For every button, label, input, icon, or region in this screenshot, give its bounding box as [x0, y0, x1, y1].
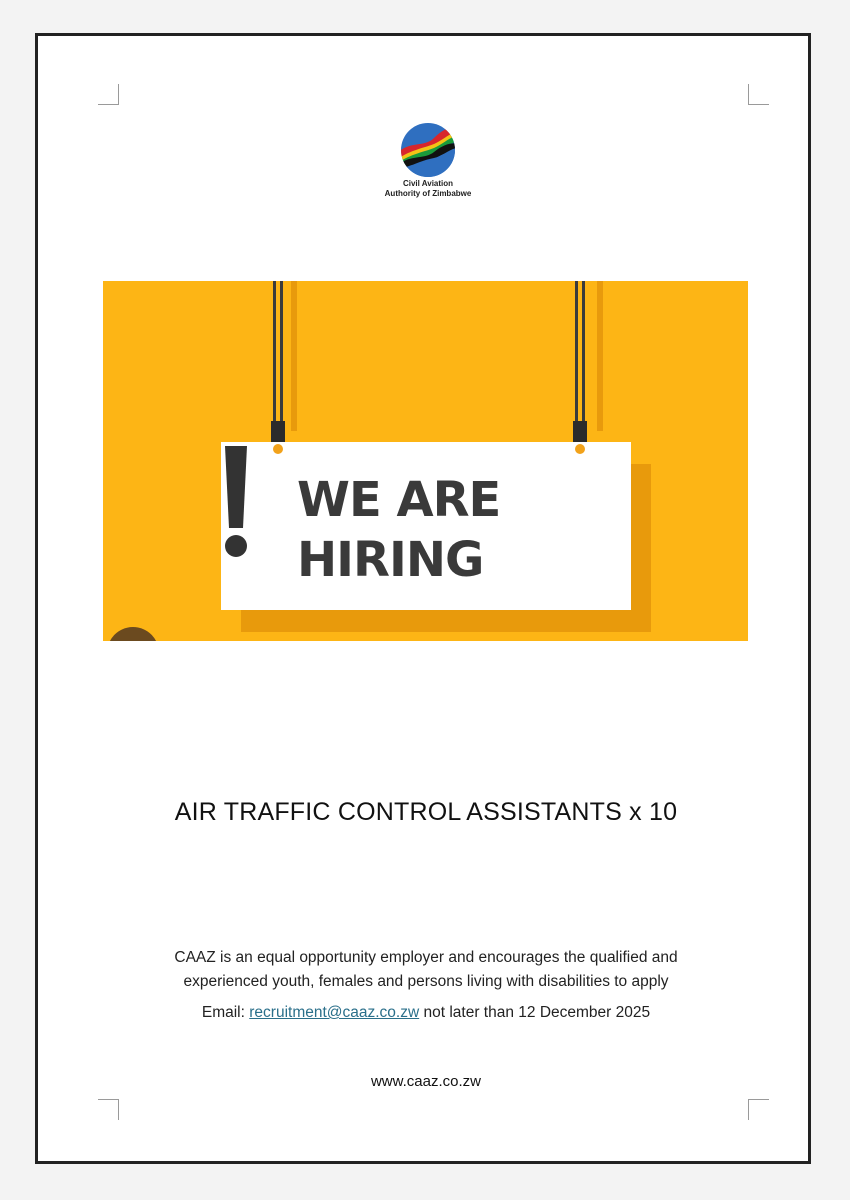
hiring-sign: [221, 442, 631, 610]
statement-line-1: CAAZ is an equal opportunity employer and encourages the qualified and: [174, 949, 678, 966]
logo-caption: [328, 179, 528, 199]
document-page: [35, 33, 811, 1164]
statement-line-2: experienced youth, females and persons living with disabilities to apply: [183, 973, 669, 990]
email-label: Email:: [201, 1004, 245, 1021]
sign-line-2: HIRING: [297, 532, 484, 588]
application-email-line: [38, 1004, 814, 1022]
deadline-text: not later than 12 December 2025: [423, 1004, 651, 1021]
crop-mark-bottom-left: [98, 1099, 119, 1120]
sign-line-1: WE ARE: [297, 472, 501, 528]
email-link[interactable]: recruitment@caaz.co.zw: [249, 1004, 420, 1021]
logo-caption-line1: Civil Aviation: [402, 179, 454, 188]
exclamation-icon: [221, 442, 251, 562]
hiring-banner-image: [103, 281, 748, 641]
crop-mark-top-left: [98, 84, 119, 105]
crop-mark-bottom-right: [748, 1099, 769, 1120]
job-title: AIR TRAFFIC CONTROL ASSISTANTS x 10: [174, 798, 678, 826]
caaz-logo-icon: [400, 122, 456, 178]
crop-mark-top-right: [748, 84, 769, 105]
equal-opportunity-statement: [126, 946, 726, 994]
logo-caption-line2: Authority of Zimbabwe: [384, 189, 472, 198]
website-url: www.caaz.co.zw: [370, 1073, 482, 1090]
sign-text: [297, 470, 517, 590]
